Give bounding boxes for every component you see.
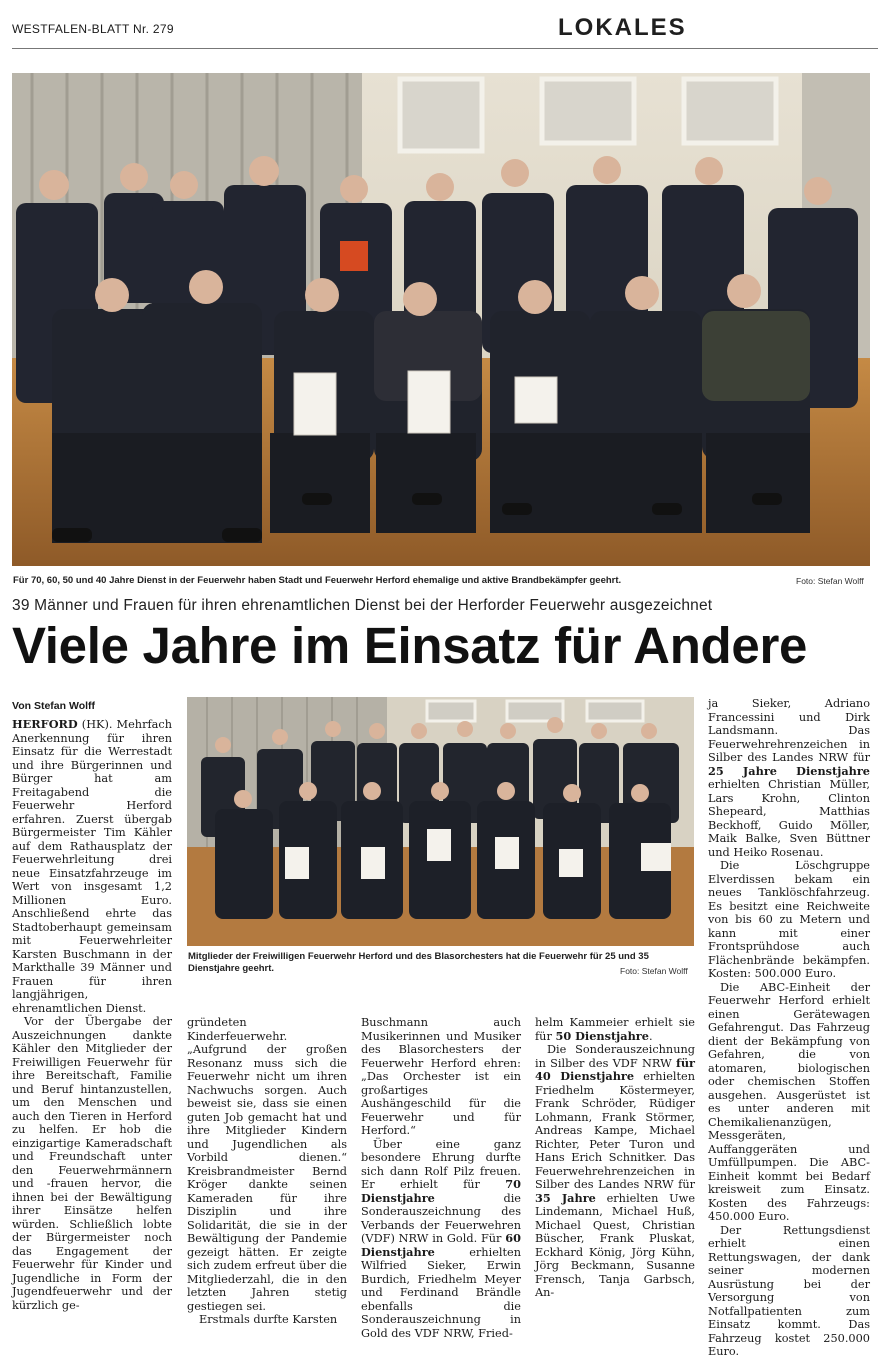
main-photo-credit: Foto: Stefan Wolff — [796, 576, 864, 586]
dateline: HERFORD — [12, 717, 78, 731]
col2-paragraph-1: gründeten Kinderfeuerwehr. „Aufgrund der großen Resonanz muss sich die Feuerwehr nicht um ihren Nachwuchs sorgen. Auch beweist sie, dass sie einen guten Job gemacht hat und ihre Mitglieder Kindern und Jugendlichen als Vorbild dienen.“ Kreisbrandmeister Bernd Kröger dankte seinen Kameraden für ihre Disziplin und ihre Solidarität, die sie in der Bewältigung der Pandemie gezeigt hätten. Er zeigte sich zudem erfreut über die Mitgliederzahl, die in den letzten Jahren stetig gestiegen sei. — [187, 1016, 347, 1313]
secondary-photo-caption — [188, 951, 694, 975]
paper-issue-label: WESTFALEN-BLATT Nr. 279 — [12, 22, 174, 36]
col4-text-d: erhielten Friedhelm Köstermeyer, Frank Schröder, Rüdiger Lohmann, Frank Störmer, Andreas Kampe, Michael Richter, Peter Turon und Hans Erich Schnitker. Das Feuerwehrehrenzeichen in Silber des Landes NRW für — [535, 1070, 695, 1191]
col1-paragraph-2: Vor der Übergabe der Auszeichnungen dankte Kähler den Mitglieder der Freiwilligen Feuerwehr für ihre Bereitschaft, Familie und Beruf hintanzustellen, um den Menschen und auch den Tieren in Herford zu helfen. Er hob die einzigartige Kameradschaft und Freundschaft unter den Feuerwehrmännern und -frauen hervor, die ihnen bei der Bewältigung ihrer Einsätze helfen würden. Schließlich lobte der Bürgermeister noch das Engagement der Feuerwehr für Kinder und Jugendliche in Form der Jugendfeuerwehr und der kürzlich ge- — [12, 1015, 172, 1312]
article-column-3 — [361, 1016, 521, 1340]
col4-text-b: . — [648, 1029, 653, 1043]
secondary-caption-line-1: Mitglieder der Freiwilligen Feuerwehr Herford und des Blasorchesters hat die Feuerwehr für 25 und 35 — [188, 951, 649, 962]
col5-bold-25: 25 Jahre Dienstjahre — [708, 763, 870, 778]
secondary-group-photo — [187, 697, 694, 946]
col5-paragraph-4: Der Rettungsdienst erhielt einen Rettungswagen, der dank seiner modernen Ausrüstung bei der Versorgung von Notfallpatienten zum Einsatz kommt. Das Fahrzeug kostet 250.000 Euro. — [708, 1223, 870, 1358]
col4-text-a: helm Kammeier erhielt sie für — [535, 1016, 695, 1043]
col4-text-c: Die Sonderauszeichnung in Silber des VDF NRW — [535, 1043, 695, 1070]
col3-text-b: die Sonderauszeichnung des Verbands der Feuerwehren (VDF) NRW in Gold. Für — [361, 1191, 521, 1245]
masthead — [12, 12, 878, 49]
secondary-caption-line-2: Dienstjahre geehrt. — [188, 963, 275, 974]
col3-text-a: Über eine ganz besondere Ehrung durfte sich dann Rolf Pilz freuen. Er erhielt für — [361, 1137, 521, 1191]
main-group-photo — [12, 73, 870, 566]
col4-bold-35: 35 Jahre — [535, 1190, 596, 1205]
col4-text-e: erhielten Uwe Lindemann, Michael Huß, Michael Quest, Christian Büscher, Frank Pluskat, Eckhard König, Jörg Kühn, Jörg Beckmann, Susanne Frensch, Tanja Garbsch, An- — [535, 1191, 695, 1299]
col3-bold-70: 70 Dienstjahre — [361, 1177, 521, 1205]
col3-paragraph-1: Buschmann auch Musikerinnen und Musiker des Blasorchesters der Feuerwehr Herford ehren: „Das Orchester ist ein großartiges Aushängeschild für die Feuerwehr und für Herford.“ — [361, 1016, 521, 1137]
article-column-4 — [535, 1016, 695, 1300]
col3-text-c: erhielten Wilfried Sieker, Erwin Burdich, Friedhelm Meyer und Ferdinand Brändle ebenfalls die Sonderauszeichnung in Gold des VDF NRW, Fried- — [361, 1245, 521, 1340]
article-column-1 — [12, 718, 172, 1312]
secondary-photo-credit: Foto: Stefan Wolff — [620, 966, 688, 976]
article-byline: Von Stefan Wolff — [12, 700, 96, 712]
col3-bold-60: 60 Dienstjahre — [361, 1231, 521, 1259]
section-title: LOKALES — [558, 14, 687, 41]
article-column-5 — [708, 697, 870, 1359]
col4-paragraph-1 — [535, 1016, 695, 1043]
article-kicker: 39 Männer und Frauen für ihren ehrenamtlichen Dienst bei der Herforder Feuerwehr ausgezeichnet — [12, 597, 713, 614]
col4-paragraph-2 — [535, 1043, 695, 1300]
col5-paragraph-3: Die ABC-Einheit der Feuerwehr Herford erhielt einen Gerätewagen Gefahrengut. Das Fahrzeug dient der Bekämpfung von Gefahren, die von atomaren, biologischen oder chemischen Stoffen ausgehen. Ausgerüstet ist es unter anderen mit Chemikalienanzügen, Messgeräten, Auffanggeräten und Umfüllpumpen. Die ABC-Einheit kommt bei Bedarf kreisweit zum Einsatz. Kosten des Fahrzeugs: 450.000 Euro. — [708, 980, 870, 1223]
col5-paragraph-1 — [708, 697, 870, 859]
article-headline: Viele Jahre im Einsatz für Andere — [12, 617, 808, 674]
col1-paragraph-1: (HK). Mehrfach Anerkennung für ihren Einsatz für die Werrestadt und ihre Bürgerinnen und Bürger hat am Freitagabend die Feuerwehr Herford erfahren. Zuerst übergab Bürgermeister Tim Kähler auf dem Rathausplatz der Feuerwehrleitung drei neue Einsatzfahrzeuge im Wert von insgesamt 1,2 Millionen Euro. Anschließend ehrte das Stadtoberhaupt gemeinsam mit Feuerwehrleiter Karsten Buschmann in der Markthalle 39 Männer und Frauen für ihren langjährigen, ehrenamtlichen Dienst. — [12, 718, 172, 1015]
col5-text-a: ja Sieker, Adriano Francessini und Dirk Landsmann. Das Feuerwehrehrenzeichen in Silber des Landes NRW für — [708, 697, 870, 764]
col5-paragraph-2: Die Löschgruppe Elverdissen bekam ein neues Tanklöschfahrzeug. Es besitzt eine Reichweite von bis 60 zu Metern und kann mit einer Frontsprühdose auch Flächenbrände bekämpfen. Kosten: 500.000 Euro. — [708, 859, 870, 980]
col4-bold-40: für 40 Dienstjahre — [535, 1055, 695, 1083]
col5-text-b: erhielten Christian Müller, Lars Krohn, Clinton Shepeard, Matthias Beckhoff, Guido Möller, Maik Balke, Sven Büttner und Heiko Rosenau. — [708, 778, 870, 859]
col4-bold-50: 50 Dienstjahre — [555, 1028, 649, 1043]
article-column-2 — [187, 1016, 347, 1327]
col2-paragraph-2: Erstmals durfte Karsten — [199, 1313, 338, 1326]
col3-paragraph-2 — [361, 1138, 521, 1341]
main-photo-caption: Für 70, 60, 50 und 40 Jahre Dienst in der Feuerwehr haben Stadt und Feuerwehr Herford ehemalige und aktive Brandbekämpfer geehrt. — [13, 575, 622, 586]
